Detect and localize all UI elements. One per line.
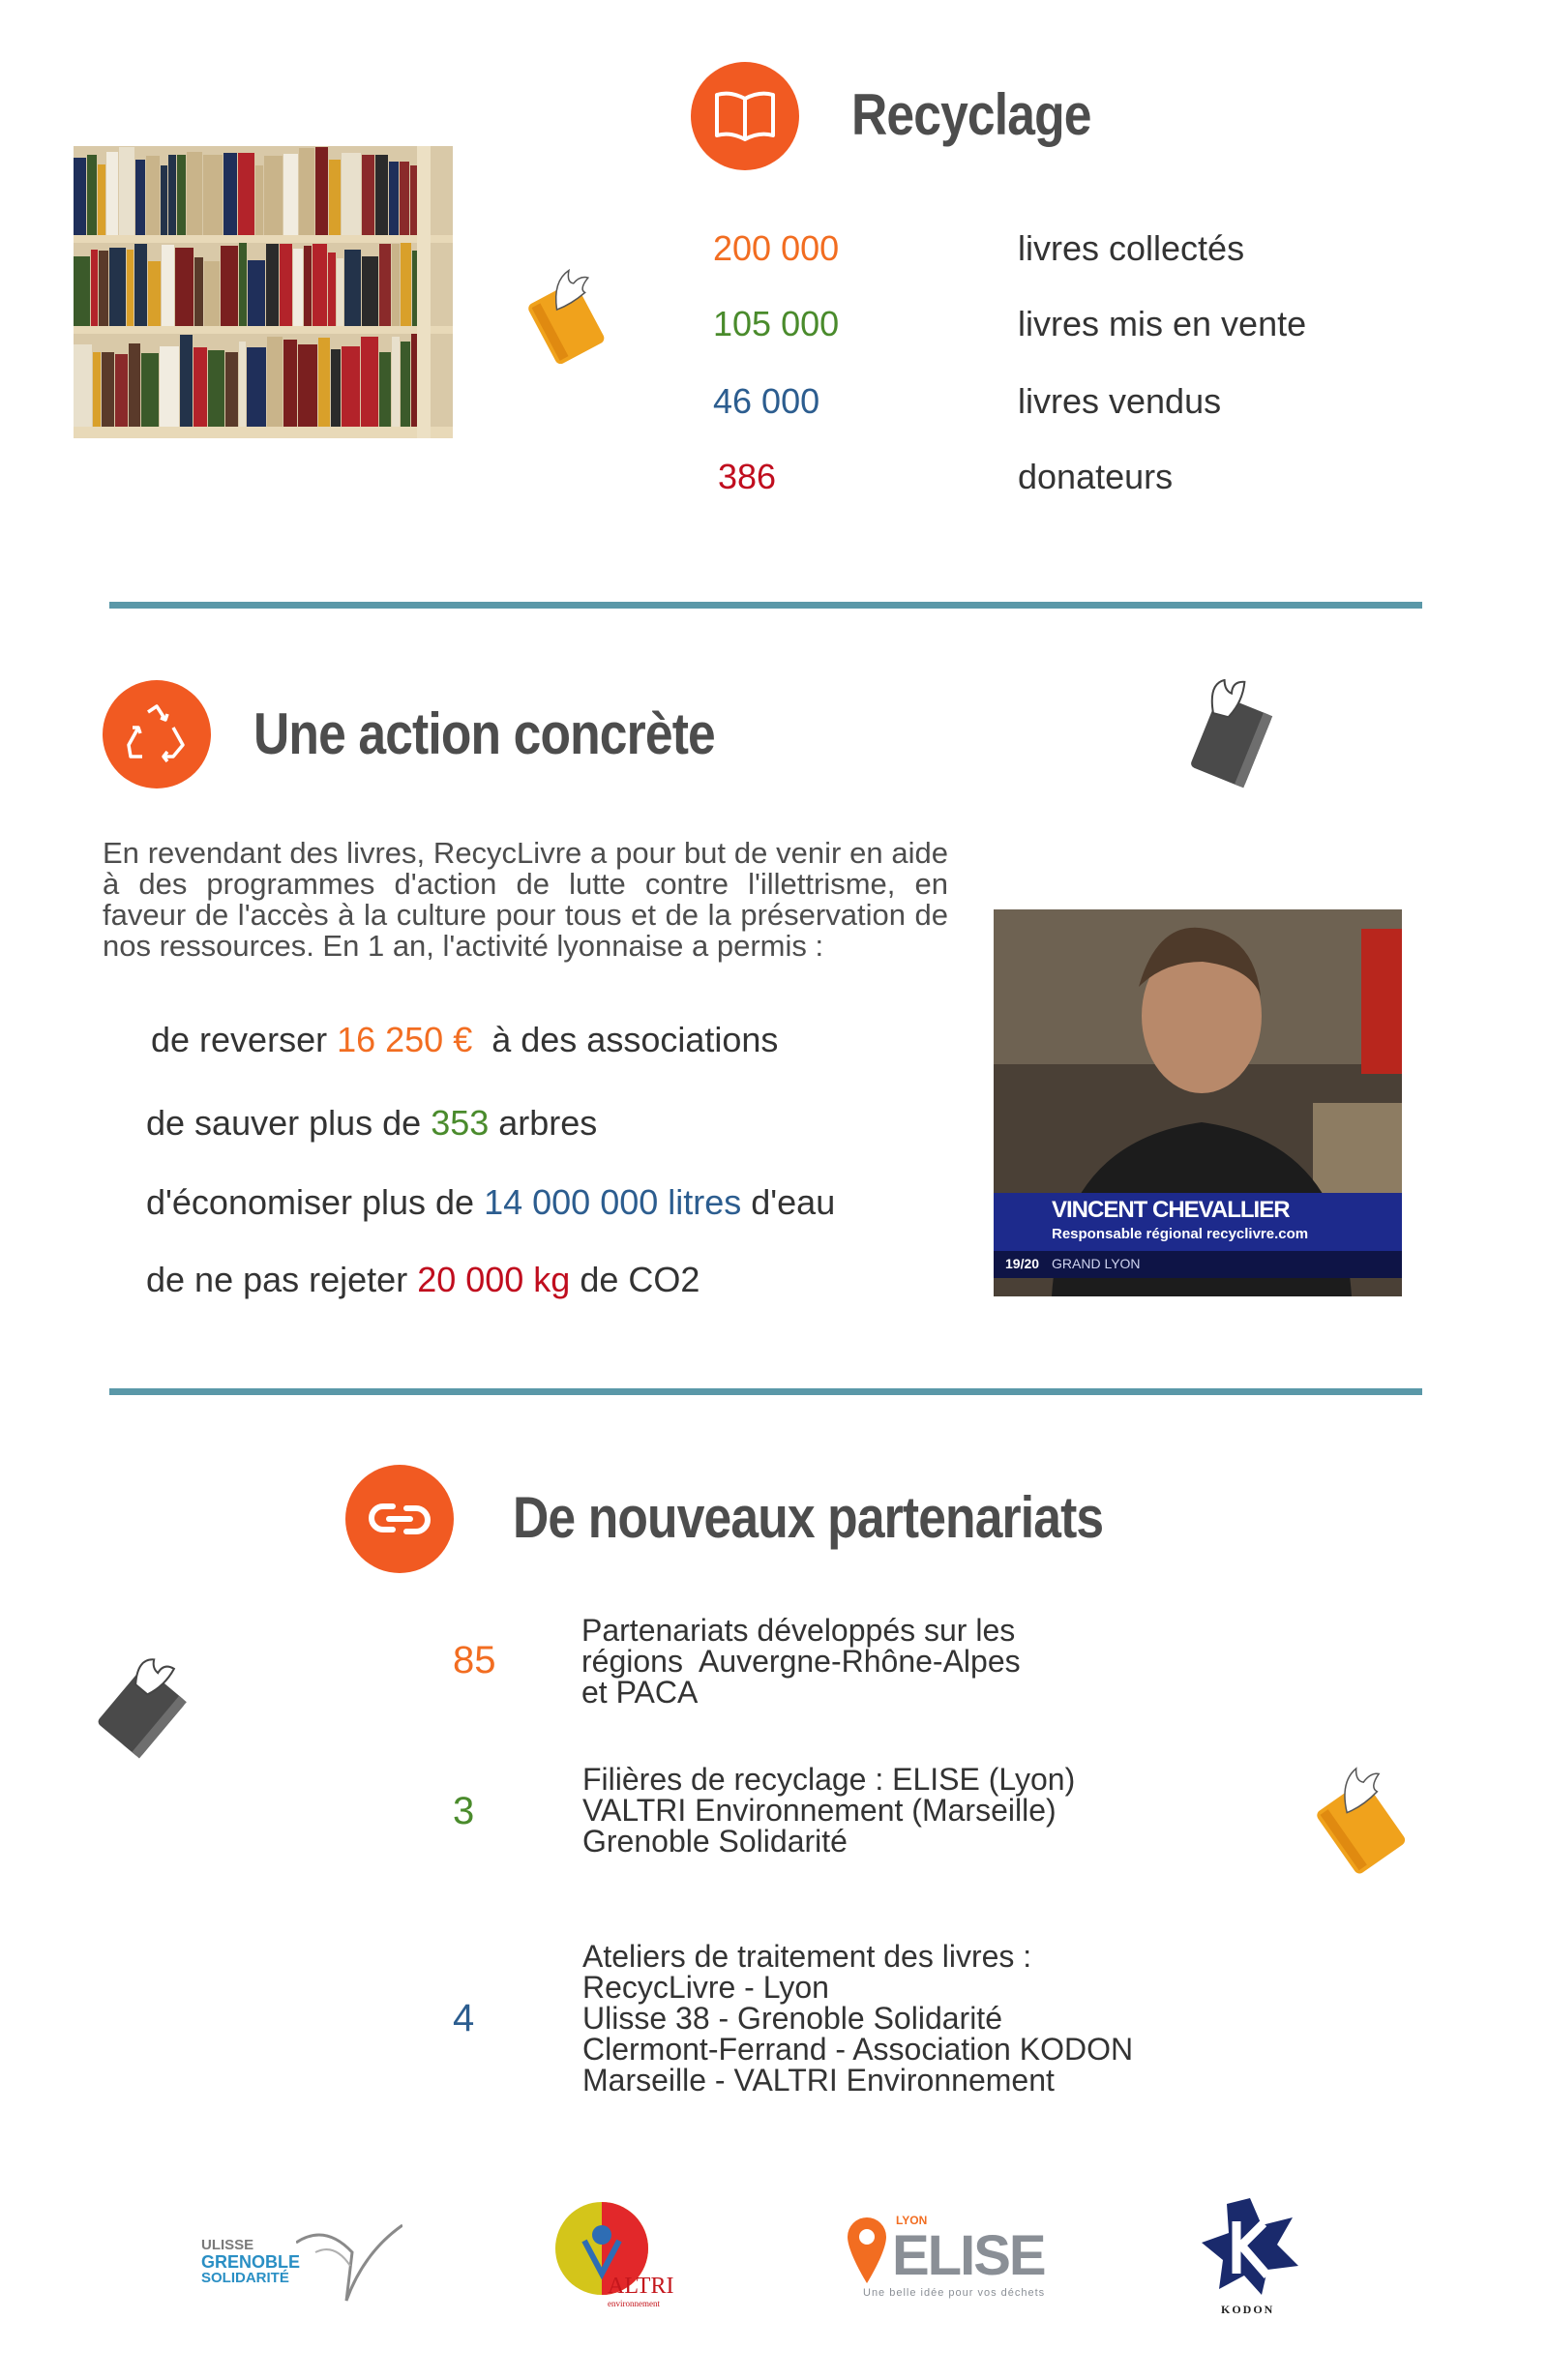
- bullet-water-value: 14 000 000 litres: [484, 1182, 742, 1222]
- section-divider-2: [109, 1388, 1422, 1395]
- ulisse-logo: [199, 2217, 402, 2305]
- lower-third-banner: [994, 1193, 1402, 1251]
- kodon-logo: [1200, 2196, 1306, 2322]
- channel-label: 19/20: [1005, 1256, 1040, 1271]
- section-divider-1: [109, 602, 1422, 609]
- recycling-line-1: Filières de recyclage : ELISE (Lyon): [582, 1762, 1076, 1797]
- bullet-co2-before: de ne pas rejeter: [146, 1260, 408, 1299]
- bullet-trees: [146, 1103, 597, 1144]
- stat-sold-label: livres vendus: [1018, 381, 1222, 421]
- stat-donors-value: 386: [718, 457, 777, 496]
- kodon-logo-name: KODON: [1221, 2303, 1275, 2316]
- recycling-line-2: VALTRI Environnement (Marseille): [582, 1793, 1057, 1828]
- flying-book-dark-icon: [1178, 679, 1285, 800]
- bullet-trees-after: arbres: [498, 1103, 598, 1143]
- bullet-water-after: d'eau: [751, 1182, 836, 1222]
- stat-on-sale-value: 105 000: [713, 304, 840, 343]
- recycling-channels-description: [582, 1764, 1075, 1857]
- workshops-line-3: Ulisse 38 - Grenoble Solidarité: [582, 2001, 1002, 2036]
- flying-book-dark-left-icon: [93, 1656, 194, 1766]
- speaker-name: VINCENT CHEVALLIER: [1052, 1197, 1290, 1223]
- open-book-icon: [691, 62, 799, 170]
- workshops-line-1: Ateliers de traitement des livres :: [582, 1939, 1032, 1974]
- elise-logo-tagline: Une belle idée pour vos déchets: [863, 2287, 1046, 2299]
- flying-book-orange-icon: [524, 267, 611, 369]
- ulisse-logo-line-1: ULISSE: [201, 2237, 254, 2253]
- ulisse-swoosh-icon: [296, 2223, 402, 2305]
- video-thumbnail[interactable]: [994, 909, 1402, 1296]
- partenariats-title: De nouveaux partenariats: [513, 1485, 1104, 1550]
- recycling-channels-count: 3: [453, 1790, 475, 1832]
- recycling-line-3: Grenoble Solidarité: [582, 1824, 848, 1859]
- action-paragraph: En revendant des livres, RecycLivre a pour but de venir en aide à des programmes d'action de lutte contre l'illettrisme, en faveur de l'accès à la culture pour tous et de la préservation de nos ressources. En 1 an, l'activité lyonnaise a permis :: [103, 836, 948, 963]
- recyclage-title: Recyclage: [851, 82, 1091, 147]
- partnerships-description: [581, 1615, 1021, 1708]
- bullet-water-before: d'économiser plus de: [146, 1182, 475, 1222]
- valtri-logo: [551, 2196, 687, 2312]
- bullet-trees-before: de sauver plus de: [146, 1103, 422, 1143]
- bookshelf-image: [74, 146, 453, 438]
- partnerships-count: 85: [453, 1639, 496, 1681]
- elise-logo: [842, 2208, 1064, 2305]
- workshops-line-2: RecycLivre - Lyon: [582, 1970, 829, 2005]
- action-title: Une action concrète: [253, 701, 715, 766]
- workshops-count: 4: [453, 1997, 475, 2039]
- stat-collected-value: 200 000: [713, 228, 840, 268]
- bullet-co2-after: de CO2: [580, 1260, 700, 1299]
- stat-on-sale-label: livres mis en vente: [1018, 304, 1307, 343]
- partnerships-line-1: Partenariats développés sur les: [581, 1613, 1016, 1648]
- elise-logo-city: LYON: [896, 2214, 928, 2227]
- stat-sold-value: 46 000: [713, 381, 820, 421]
- partnerships-line-2: régions Auvergne-Rhône-Alpes: [581, 1644, 1021, 1679]
- valtri-logo-name: ALTRI: [608, 2274, 674, 2299]
- bullet-donation: [151, 1020, 778, 1060]
- stat-donors-label: donateurs: [1018, 457, 1174, 496]
- speaker-role: Responsable régional recyclivre.com: [1052, 1226, 1309, 1242]
- stat-collected-label: livres collectés: [1018, 228, 1245, 268]
- bullet-co2-value: 20 000 kg: [417, 1260, 571, 1299]
- bullet-donation-after: à des associations: [491, 1020, 779, 1059]
- valtri-logo-sub: environnement: [608, 2299, 660, 2308]
- bullet-co2: [146, 1260, 700, 1300]
- workshops-line-4: Clermont-Ferrand - Association KODON: [582, 2032, 1134, 2067]
- workshops-description: [582, 1941, 1133, 2096]
- elise-pin-icon: [846, 2216, 888, 2285]
- bullet-donation-before: de reverser: [151, 1020, 328, 1059]
- link-chain-icon: [345, 1465, 454, 1573]
- ulisse-logo-line-3: SOLIDARITÉ: [201, 2270, 289, 2286]
- flying-book-orange-right-icon: [1306, 1763, 1411, 1880]
- region-label: GRAND LYON: [1052, 1256, 1141, 1271]
- recycle-icon: [103, 680, 211, 788]
- channel-bar: [994, 1251, 1402, 1278]
- bullet-donation-value: 16 250 €: [337, 1020, 473, 1059]
- workshops-line-5: Marseille - VALTRI Environnement: [582, 2063, 1055, 2097]
- kodon-star-icon: [1200, 2196, 1300, 2297]
- bookshelf-photo: [74, 146, 453, 438]
- ulisse-logo-line-2: GRENOBLE: [201, 2252, 301, 2272]
- bullet-water: [146, 1182, 835, 1223]
- bullet-trees-value: 353: [431, 1103, 490, 1143]
- partnerships-line-3: et PACA: [581, 1675, 699, 1710]
- elise-logo-name: ELISE: [892, 2224, 1045, 2287]
